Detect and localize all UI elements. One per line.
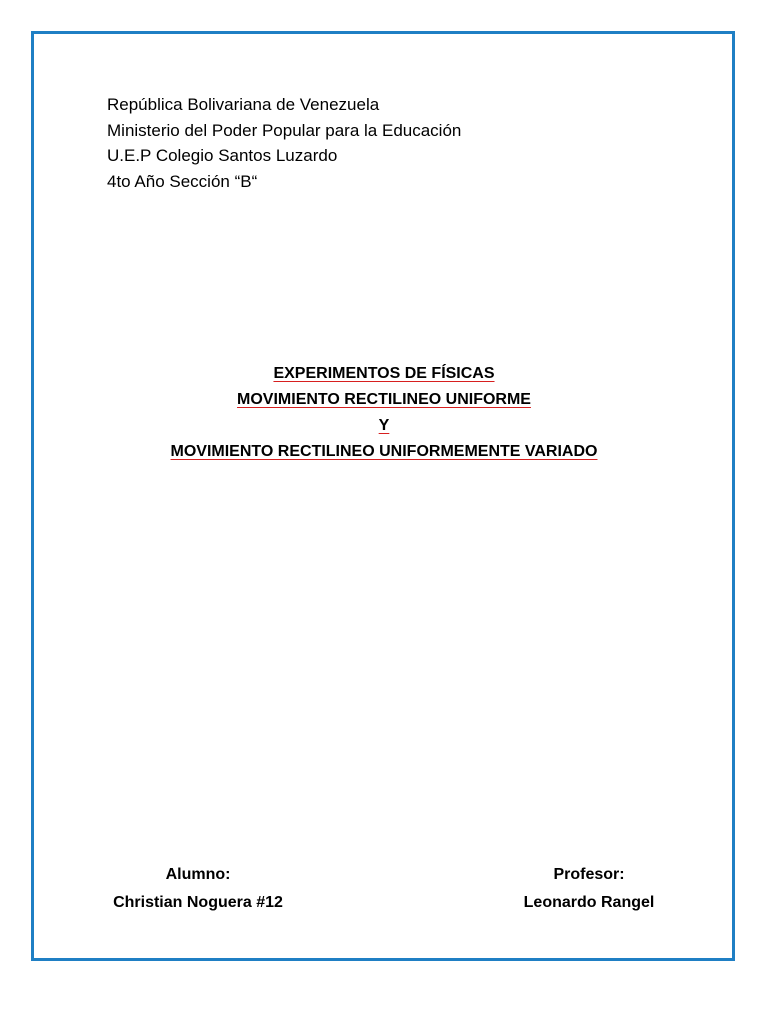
title-line-1	[0, 361, 768, 387]
grade-section-line: 4to Año Sección “B“	[107, 171, 258, 191]
title-line-3	[0, 413, 768, 439]
teacher-role: Profesor:	[553, 866, 625, 883]
ministry-line: Ministerio del Poder Popular para la Educación	[107, 120, 462, 140]
student-role: Alumno:	[165, 866, 231, 883]
title-text-4: MOVIMIENTO RECTILINEO UNIFORMEMENTE VARIADO	[170, 443, 598, 460]
institution-header	[107, 92, 461, 194]
teacher-signature-block	[509, 861, 669, 917]
title-line-2	[0, 387, 768, 413]
title-text-2: MOVIMIENTO RECTILINEO UNIFORME	[237, 391, 531, 408]
country-line: República Bolivariana de Venezuela	[107, 95, 380, 114]
title-line-4	[0, 439, 768, 465]
title-text-1: EXPERIMENTOS DE FÍSICAS	[273, 365, 495, 382]
title-text-3: Y	[378, 417, 390, 434]
teacher-name: Leonardo Rangel	[523, 894, 655, 911]
student-name: Christian Noguera #12	[113, 894, 283, 911]
school-line: U.E.P Colegio Santos Luzardo	[107, 146, 338, 165]
student-signature-block	[103, 861, 293, 917]
document-title	[0, 361, 768, 465]
